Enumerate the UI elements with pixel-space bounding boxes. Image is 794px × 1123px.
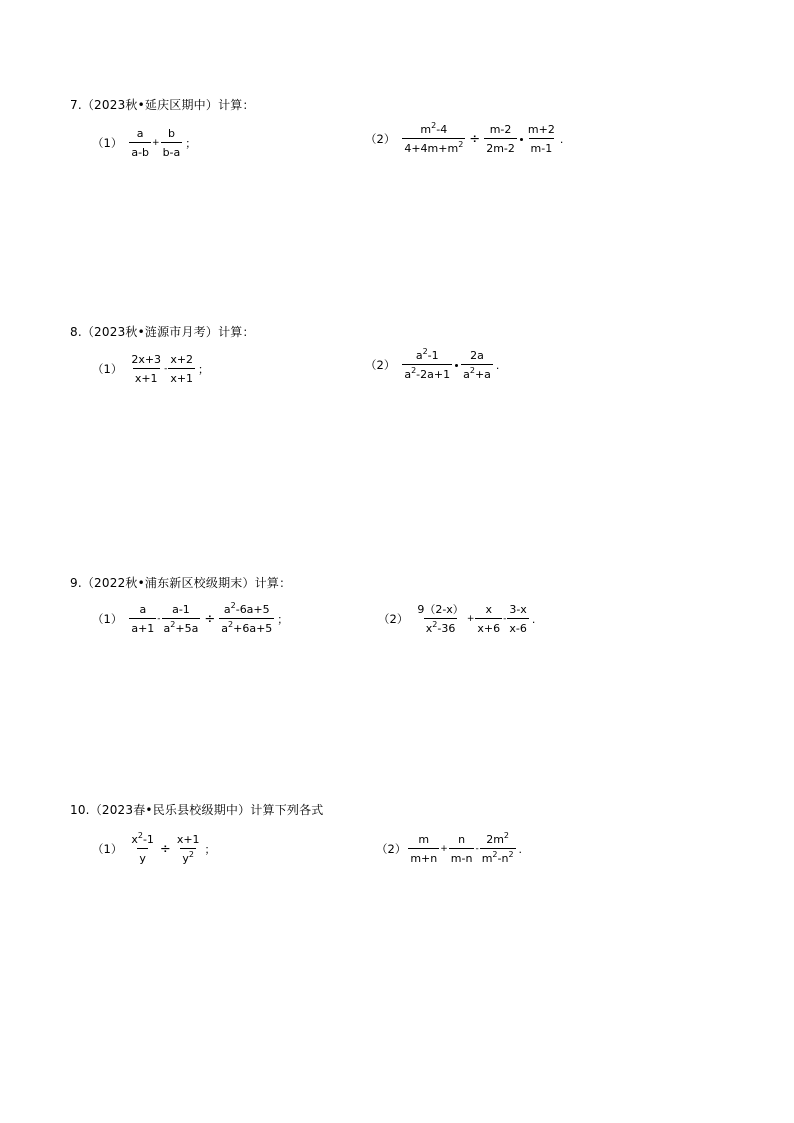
numerator: 2a bbox=[470, 349, 484, 362]
numerator: 2x+3 bbox=[131, 353, 162, 366]
part-label: （1） bbox=[92, 842, 123, 856]
question-source: （2023秋•延庆区期中）计算： bbox=[81, 98, 255, 112]
denominator: y bbox=[137, 848, 148, 864]
numerator: a bbox=[139, 603, 147, 616]
operator: + bbox=[440, 844, 448, 854]
numerator: 9（2-x） bbox=[417, 603, 464, 616]
fraction bbox=[175, 834, 202, 864]
punctuation: . bbox=[559, 132, 564, 146]
numerator: m-2 bbox=[489, 123, 512, 136]
part-label: （2） bbox=[376, 842, 407, 856]
numerator: a-1 bbox=[172, 603, 190, 616]
fraction bbox=[526, 124, 557, 154]
question-title bbox=[70, 574, 291, 591]
part-label: （2） bbox=[378, 612, 409, 626]
part-label: （2） bbox=[365, 358, 396, 372]
part-1 bbox=[92, 831, 216, 865]
fraction bbox=[161, 128, 183, 158]
denominator: m-1 bbox=[529, 138, 555, 154]
fraction bbox=[402, 347, 452, 381]
denominator: $a^2+6a+5$ bbox=[221, 620, 273, 635]
multiply-dot-icon bbox=[520, 138, 523, 141]
part-1 bbox=[92, 128, 196, 158]
denominator: $x^2-36$ bbox=[425, 620, 456, 635]
operator: + bbox=[466, 614, 475, 624]
denominator: b-a bbox=[161, 142, 183, 158]
numerator: x bbox=[485, 603, 492, 616]
divide-operator: ÷ bbox=[204, 611, 216, 627]
punctuation: . bbox=[531, 612, 536, 626]
denominator: x+1 bbox=[133, 368, 160, 384]
part-label: （1） bbox=[92, 362, 123, 376]
question-title bbox=[70, 96, 255, 113]
denominator: x+6 bbox=[475, 618, 502, 634]
numerator: $a^2-1$ bbox=[415, 347, 439, 362]
denominator: a-b bbox=[129, 142, 151, 158]
fraction bbox=[219, 601, 274, 635]
part-label: （1） bbox=[92, 612, 123, 626]
question-source: （2023秋•涟源市月考）计算： bbox=[81, 325, 255, 339]
fraction bbox=[129, 831, 156, 865]
operator: - bbox=[164, 364, 168, 374]
numerator: $m^2-4$ bbox=[420, 121, 448, 136]
part-2 bbox=[365, 121, 564, 155]
part-2 bbox=[378, 604, 535, 634]
divide-operator: ÷ bbox=[469, 131, 481, 147]
operator: - bbox=[475, 844, 479, 854]
part-1 bbox=[92, 601, 289, 635]
fraction bbox=[461, 350, 493, 380]
operator: + bbox=[152, 138, 160, 148]
denominator: $y^2$ bbox=[182, 850, 194, 865]
fraction bbox=[162, 604, 201, 634]
numerator: m+2 bbox=[527, 123, 555, 136]
part-1 bbox=[92, 354, 209, 384]
punctuation: ； bbox=[185, 137, 197, 150]
numerator: x+1 bbox=[176, 833, 200, 846]
fraction bbox=[480, 831, 516, 865]
fraction bbox=[449, 834, 475, 864]
denominator: a+1 bbox=[129, 618, 156, 634]
denominator: 2m-2 bbox=[484, 138, 517, 154]
fraction bbox=[402, 121, 465, 155]
denominator: $a^2+a$ bbox=[463, 366, 491, 381]
question-number: 9. bbox=[70, 576, 82, 590]
question-number: 8. bbox=[70, 325, 82, 339]
punctuation: . bbox=[518, 842, 523, 856]
fraction bbox=[484, 124, 517, 154]
numerator: x+2 bbox=[170, 353, 194, 366]
numerator: m bbox=[418, 833, 430, 846]
fraction bbox=[408, 834, 439, 864]
denominator: $4+4m+m^2$ bbox=[404, 140, 464, 155]
fraction bbox=[129, 354, 163, 384]
numerator: $2m^2$ bbox=[486, 831, 510, 846]
numerator: b bbox=[167, 127, 175, 140]
fraction bbox=[168, 354, 195, 384]
fraction bbox=[129, 128, 151, 158]
divide-operator: ÷ bbox=[159, 841, 171, 857]
numerator: $a^2-6a+5$ bbox=[223, 601, 270, 616]
numerator: $x^2-1$ bbox=[131, 831, 154, 846]
denominator: x+1 bbox=[168, 368, 195, 384]
fraction bbox=[475, 604, 502, 634]
fraction bbox=[129, 604, 156, 634]
punctuation: . bbox=[495, 358, 500, 372]
multiply-dot-icon bbox=[455, 364, 458, 367]
part-label: （2） bbox=[365, 132, 396, 146]
denominator: x-6 bbox=[507, 618, 528, 634]
numerator: n bbox=[458, 833, 466, 846]
part-2 bbox=[376, 831, 523, 865]
fraction bbox=[415, 604, 465, 634]
question-title bbox=[70, 323, 255, 340]
question-number: 10. bbox=[70, 803, 90, 817]
numerator: 3-x bbox=[509, 603, 527, 616]
question-number: 7. bbox=[70, 98, 82, 112]
fraction bbox=[507, 604, 528, 634]
part-2 bbox=[365, 347, 500, 381]
denominator: $a^2-2a+1$ bbox=[404, 366, 451, 381]
question-source: （2023春•民乐县校级期中）计算下列各式 bbox=[89, 803, 324, 817]
punctuation: ； bbox=[277, 613, 289, 626]
denominator: m-n bbox=[449, 848, 475, 864]
numerator: a bbox=[136, 127, 144, 140]
punctuation: ； bbox=[204, 843, 216, 856]
question-title bbox=[70, 801, 324, 818]
operator: - bbox=[157, 614, 161, 624]
denominator: $m^2-n^2$ bbox=[481, 850, 514, 865]
denominator: $a^2+5a$ bbox=[163, 620, 199, 635]
operator: - bbox=[503, 614, 507, 624]
question-source: （2022秋•浦东新区校级期末）计算： bbox=[81, 576, 292, 590]
denominator: m+n bbox=[408, 848, 439, 864]
part-label: （1） bbox=[92, 136, 123, 150]
punctuation: ； bbox=[198, 363, 210, 376]
